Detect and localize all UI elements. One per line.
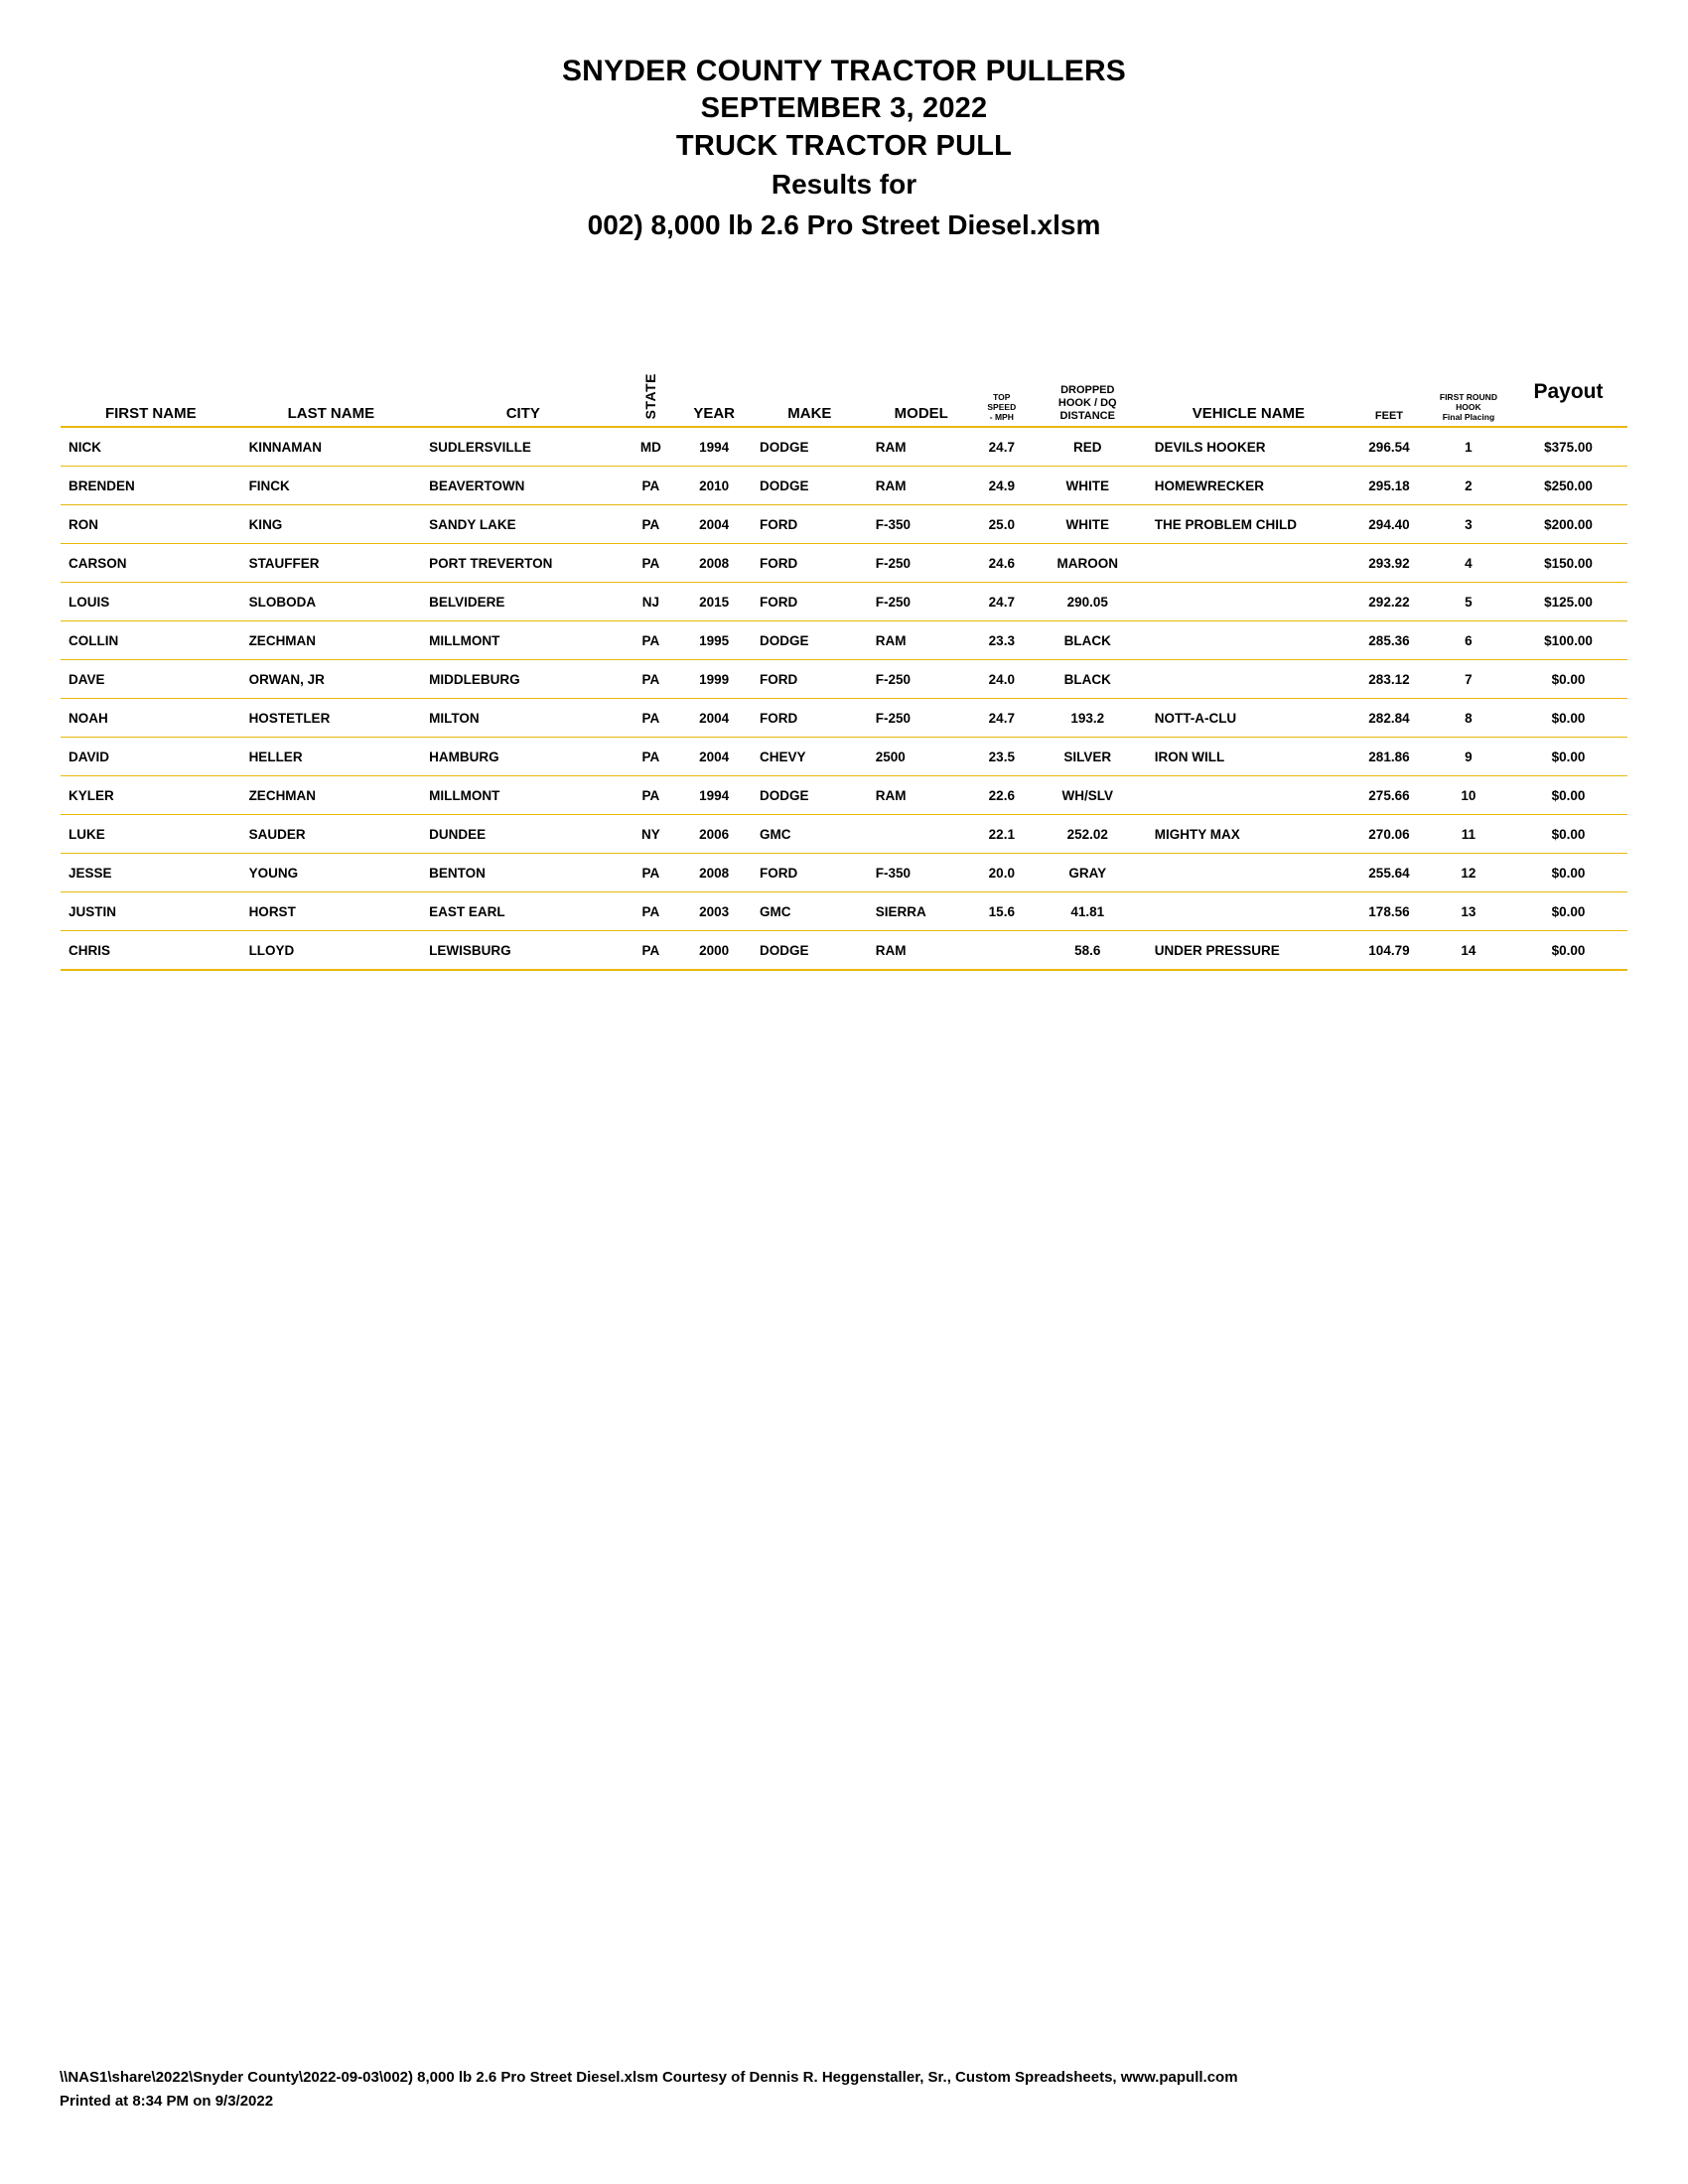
cell-year: 2004 bbox=[676, 738, 752, 776]
cell-first-name: JESSE bbox=[61, 854, 241, 892]
cell-payout: $375.00 bbox=[1509, 427, 1627, 467]
cell-state: MD bbox=[625, 427, 676, 467]
results-table bbox=[61, 360, 1627, 971]
cell-last-name: ZECHMAN bbox=[241, 776, 422, 815]
results-for-label: Results for bbox=[771, 169, 917, 201]
cell-payout: $0.00 bbox=[1509, 776, 1627, 815]
table-row bbox=[61, 467, 1627, 505]
cell-model: RAM bbox=[868, 931, 975, 971]
cell-state: PA bbox=[625, 660, 676, 699]
cell-make: FORD bbox=[752, 854, 868, 892]
cell-city: PORT TREVERTON bbox=[421, 544, 625, 583]
cell-city: MIDDLEBURG bbox=[421, 660, 625, 699]
cell-state: PA bbox=[625, 738, 676, 776]
footer-path: \\NAS1\share\2022\Snyder County\2022-09-03\002) 8,000 lb 2.6 Pro Street Diesel.xlsm Courtesy of Dennis R. Heggenstaller, Sr., Custom Spreadsheets, www.papull.com bbox=[60, 2068, 1238, 2086]
cell-city: MILLMONT bbox=[421, 621, 625, 660]
cell-last-name: FINCK bbox=[241, 467, 422, 505]
cell-first-name: COLLIN bbox=[61, 621, 241, 660]
cell-dropped-hook: 290.05 bbox=[1029, 583, 1147, 621]
cell-first-name: CHRIS bbox=[61, 931, 241, 971]
document-header bbox=[60, 52, 1628, 243]
cell-make: GMC bbox=[752, 815, 868, 854]
cell-payout: $100.00 bbox=[1509, 621, 1627, 660]
column-header-year: YEAR bbox=[676, 360, 752, 427]
cell-city: MILTON bbox=[421, 699, 625, 738]
placing-line-3: Final Placing bbox=[1442, 411, 1495, 422]
cell-state: PA bbox=[625, 467, 676, 505]
cell-model: F-250 bbox=[868, 544, 975, 583]
column-header-feet: FEET bbox=[1350, 360, 1428, 427]
cell-vehicle-name bbox=[1147, 776, 1350, 815]
event-date: SEPTEMBER 3, 2022 bbox=[700, 92, 988, 124]
cell-placing: 13 bbox=[1428, 892, 1509, 931]
cell-make: DODGE bbox=[752, 621, 868, 660]
cell-year: 2000 bbox=[676, 931, 752, 971]
top-speed-line-3: - MPH bbox=[989, 411, 1014, 422]
cell-top-speed bbox=[975, 931, 1029, 971]
table-row bbox=[61, 505, 1627, 544]
cell-top-speed: 24.6 bbox=[975, 544, 1029, 583]
cell-dropped-hook: WH/SLV bbox=[1029, 776, 1147, 815]
cell-year: 1994 bbox=[676, 427, 752, 467]
cell-placing: 6 bbox=[1428, 621, 1509, 660]
cell-model: 2500 bbox=[868, 738, 975, 776]
cell-feet: 283.12 bbox=[1350, 660, 1428, 699]
cell-dropped-hook: WHITE bbox=[1029, 505, 1147, 544]
cell-state: PA bbox=[625, 854, 676, 892]
footer-printed: Printed at 8:34 PM on 9/3/2022 bbox=[60, 2093, 274, 2111]
cell-placing: 1 bbox=[1428, 427, 1509, 467]
cell-feet: 285.36 bbox=[1350, 621, 1428, 660]
cell-payout: $0.00 bbox=[1509, 854, 1627, 892]
table-row bbox=[61, 776, 1627, 815]
cell-placing: 7 bbox=[1428, 660, 1509, 699]
cell-payout: $150.00 bbox=[1509, 544, 1627, 583]
cell-payout: $200.00 bbox=[1509, 505, 1627, 544]
cell-placing: 14 bbox=[1428, 931, 1509, 971]
cell-model: F-250 bbox=[868, 583, 975, 621]
table-row bbox=[61, 544, 1627, 583]
cell-last-name: HOSTETLER bbox=[241, 699, 422, 738]
cell-make: DODGE bbox=[752, 931, 868, 971]
cell-placing: 8 bbox=[1428, 699, 1509, 738]
cell-city: SANDY LAKE bbox=[421, 505, 625, 544]
class-file-name: 002) 8,000 lb 2.6 Pro Street Diesel.xlsm bbox=[587, 208, 1101, 240]
cell-make: DODGE bbox=[752, 467, 868, 505]
cell-feet: 282.84 bbox=[1350, 699, 1428, 738]
cell-first-name: LUKE bbox=[61, 815, 241, 854]
cell-state: PA bbox=[625, 621, 676, 660]
cell-city: LEWISBURG bbox=[421, 931, 625, 971]
cell-city: BEAVERTOWN bbox=[421, 467, 625, 505]
cell-top-speed: 24.7 bbox=[975, 583, 1029, 621]
cell-city: HAMBURG bbox=[421, 738, 625, 776]
column-header-dropped-hook bbox=[1029, 360, 1147, 427]
cell-make: FORD bbox=[752, 583, 868, 621]
cell-vehicle-name: NOTT-A-CLU bbox=[1147, 699, 1350, 738]
cell-model: RAM bbox=[868, 776, 975, 815]
cell-top-speed: 15.6 bbox=[975, 892, 1029, 931]
top-speed-line-2: SPEED bbox=[987, 401, 1017, 412]
cell-model: F-250 bbox=[868, 699, 975, 738]
document-footer bbox=[60, 2066, 1238, 2116]
cell-top-speed: 24.9 bbox=[975, 467, 1029, 505]
cell-state: PA bbox=[625, 505, 676, 544]
cell-state: NJ bbox=[625, 583, 676, 621]
cell-top-speed: 25.0 bbox=[975, 505, 1029, 544]
cell-last-name: ORWAN, JR bbox=[241, 660, 422, 699]
cell-dropped-hook: RED bbox=[1029, 427, 1147, 467]
cell-last-name: YOUNG bbox=[241, 854, 422, 892]
cell-city: BELVIDERE bbox=[421, 583, 625, 621]
cell-top-speed: 23.3 bbox=[975, 621, 1029, 660]
cell-feet: 178.56 bbox=[1350, 892, 1428, 931]
cell-make: CHEVY bbox=[752, 738, 868, 776]
table-row bbox=[61, 699, 1627, 738]
cell-last-name: LLOYD bbox=[241, 931, 422, 971]
cell-placing: 11 bbox=[1428, 815, 1509, 854]
column-header-placing bbox=[1428, 360, 1509, 427]
table-row bbox=[61, 854, 1627, 892]
cell-last-name: SLOBODA bbox=[241, 583, 422, 621]
table-row bbox=[61, 892, 1627, 931]
cell-vehicle-name bbox=[1147, 660, 1350, 699]
cell-city: SUDLERSVILLE bbox=[421, 427, 625, 467]
cell-first-name: NOAH bbox=[61, 699, 241, 738]
cell-dropped-hook: BLACK bbox=[1029, 660, 1147, 699]
cell-make: GMC bbox=[752, 892, 868, 931]
cell-dropped-hook: GRAY bbox=[1029, 854, 1147, 892]
cell-feet: 295.18 bbox=[1350, 467, 1428, 505]
cell-payout: $125.00 bbox=[1509, 583, 1627, 621]
cell-top-speed: 23.5 bbox=[975, 738, 1029, 776]
cell-make: DODGE bbox=[752, 776, 868, 815]
cell-model bbox=[868, 815, 975, 854]
column-header-vehicle-name: VEHICLE NAME bbox=[1147, 360, 1350, 427]
cell-feet: 296.54 bbox=[1350, 427, 1428, 467]
cell-feet: 275.66 bbox=[1350, 776, 1428, 815]
cell-top-speed: 24.0 bbox=[975, 660, 1029, 699]
cell-vehicle-name: UNDER PRESSURE bbox=[1147, 931, 1350, 971]
cell-make: FORD bbox=[752, 699, 868, 738]
cell-dropped-hook: BLACK bbox=[1029, 621, 1147, 660]
cell-year: 2003 bbox=[676, 892, 752, 931]
cell-dropped-hook: 252.02 bbox=[1029, 815, 1147, 854]
cell-dropped-hook: 41.81 bbox=[1029, 892, 1147, 931]
cell-state: PA bbox=[625, 776, 676, 815]
column-header-city: CITY bbox=[421, 360, 625, 427]
placing-line-1: FIRST ROUND bbox=[1439, 391, 1497, 402]
table-row bbox=[61, 738, 1627, 776]
cell-last-name: ZECHMAN bbox=[241, 621, 422, 660]
cell-top-speed: 22.6 bbox=[975, 776, 1029, 815]
cell-vehicle-name: MIGHTY MAX bbox=[1147, 815, 1350, 854]
table-row bbox=[61, 931, 1627, 971]
cell-feet: 104.79 bbox=[1350, 931, 1428, 971]
table-row bbox=[61, 427, 1627, 467]
column-header-model: MODEL bbox=[868, 360, 975, 427]
cell-dropped-hook: SILVER bbox=[1029, 738, 1147, 776]
cell-placing: 5 bbox=[1428, 583, 1509, 621]
dropped-hook-line-2: HOOK / DQ bbox=[1057, 396, 1117, 409]
cell-first-name: JUSTIN bbox=[61, 892, 241, 931]
event-title: TRUCK TRACTOR PULL bbox=[675, 129, 1013, 162]
cell-last-name: KINNAMAN bbox=[241, 427, 422, 467]
cell-year: 2006 bbox=[676, 815, 752, 854]
cell-city: EAST EARL bbox=[421, 892, 625, 931]
cell-make: FORD bbox=[752, 660, 868, 699]
cell-top-speed: 24.7 bbox=[975, 699, 1029, 738]
top-speed-line-1: TOP bbox=[993, 391, 1011, 402]
cell-first-name: DAVE bbox=[61, 660, 241, 699]
cell-year: 2004 bbox=[676, 505, 752, 544]
table-header-row bbox=[61, 360, 1627, 427]
results-table-body bbox=[61, 427, 1627, 970]
cell-state: PA bbox=[625, 544, 676, 583]
cell-first-name: NICK bbox=[61, 427, 241, 467]
cell-year: 1995 bbox=[676, 621, 752, 660]
dropped-hook-line-3: DISTANCE bbox=[1059, 409, 1115, 422]
cell-top-speed: 20.0 bbox=[975, 854, 1029, 892]
cell-year: 2008 bbox=[676, 854, 752, 892]
cell-last-name: KING bbox=[241, 505, 422, 544]
cell-vehicle-name bbox=[1147, 583, 1350, 621]
table-row bbox=[61, 583, 1627, 621]
cell-last-name: HORST bbox=[241, 892, 422, 931]
cell-model: RAM bbox=[868, 467, 975, 505]
cell-year: 1999 bbox=[676, 660, 752, 699]
cell-dropped-hook: 193.2 bbox=[1029, 699, 1147, 738]
cell-state: PA bbox=[625, 892, 676, 931]
cell-vehicle-name bbox=[1147, 621, 1350, 660]
cell-placing: 3 bbox=[1428, 505, 1509, 544]
table-row bbox=[61, 621, 1627, 660]
cell-payout: $0.00 bbox=[1509, 931, 1627, 971]
column-header-last-name: LAST NAME bbox=[241, 360, 422, 427]
column-header-state bbox=[625, 360, 676, 427]
cell-year: 2008 bbox=[676, 544, 752, 583]
cell-model: F-350 bbox=[868, 854, 975, 892]
cell-city: MILLMONT bbox=[421, 776, 625, 815]
cell-make: FORD bbox=[752, 544, 868, 583]
cell-dropped-hook: MAROON bbox=[1029, 544, 1147, 583]
cell-year: 2004 bbox=[676, 699, 752, 738]
column-header-payout: Payout bbox=[1509, 360, 1627, 427]
cell-last-name: SAUDER bbox=[241, 815, 422, 854]
cell-feet: 255.64 bbox=[1350, 854, 1428, 892]
cell-feet: 294.40 bbox=[1350, 505, 1428, 544]
cell-feet: 270.06 bbox=[1350, 815, 1428, 854]
column-header-first-name: FIRST NAME bbox=[61, 360, 241, 427]
cell-placing: 4 bbox=[1428, 544, 1509, 583]
cell-placing: 2 bbox=[1428, 467, 1509, 505]
cell-vehicle-name: HOMEWRECKER bbox=[1147, 467, 1350, 505]
cell-model: RAM bbox=[868, 427, 975, 467]
cell-first-name: RON bbox=[61, 505, 241, 544]
cell-payout: $0.00 bbox=[1509, 699, 1627, 738]
cell-vehicle-name bbox=[1147, 544, 1350, 583]
cell-payout: $250.00 bbox=[1509, 467, 1627, 505]
cell-first-name: BRENDEN bbox=[61, 467, 241, 505]
cell-top-speed: 22.1 bbox=[975, 815, 1029, 854]
cell-feet: 293.92 bbox=[1350, 544, 1428, 583]
cell-vehicle-name: IRON WILL bbox=[1147, 738, 1350, 776]
cell-model: RAM bbox=[868, 621, 975, 660]
cell-first-name: DAVID bbox=[61, 738, 241, 776]
column-header-top-speed bbox=[975, 360, 1029, 427]
cell-state: PA bbox=[625, 931, 676, 971]
cell-vehicle-name bbox=[1147, 892, 1350, 931]
cell-placing: 10 bbox=[1428, 776, 1509, 815]
table-row bbox=[61, 815, 1627, 854]
cell-first-name: CARSON bbox=[61, 544, 241, 583]
cell-vehicle-name: THE PROBLEM CHILD bbox=[1147, 505, 1350, 544]
results-table-container bbox=[60, 360, 1628, 971]
cell-model: F-350 bbox=[868, 505, 975, 544]
cell-placing: 12 bbox=[1428, 854, 1509, 892]
cell-year: 2010 bbox=[676, 467, 752, 505]
cell-feet: 292.22 bbox=[1350, 583, 1428, 621]
cell-vehicle-name: DEVILS HOOKER bbox=[1147, 427, 1350, 467]
cell-payout: $0.00 bbox=[1509, 660, 1627, 699]
cell-payout: $0.00 bbox=[1509, 815, 1627, 854]
cell-city: BENTON bbox=[421, 854, 625, 892]
cell-placing: 9 bbox=[1428, 738, 1509, 776]
column-header-make: MAKE bbox=[752, 360, 868, 427]
cell-feet: 281.86 bbox=[1350, 738, 1428, 776]
cell-top-speed: 24.7 bbox=[975, 427, 1029, 467]
cell-year: 2015 bbox=[676, 583, 752, 621]
cell-payout: $0.00 bbox=[1509, 738, 1627, 776]
cell-city: DUNDEE bbox=[421, 815, 625, 854]
cell-last-name: STAUFFER bbox=[241, 544, 422, 583]
cell-model: SIERRA bbox=[868, 892, 975, 931]
cell-vehicle-name bbox=[1147, 854, 1350, 892]
cell-make: FORD bbox=[752, 505, 868, 544]
cell-dropped-hook: 58.6 bbox=[1029, 931, 1147, 971]
cell-dropped-hook: WHITE bbox=[1029, 467, 1147, 505]
placing-line-2: HOOK bbox=[1456, 401, 1481, 412]
dropped-hook-line-1: DROPPED bbox=[1060, 384, 1115, 397]
cell-first-name: LOUIS bbox=[61, 583, 241, 621]
cell-state: NY bbox=[625, 815, 676, 854]
cell-payout: $0.00 bbox=[1509, 892, 1627, 931]
cell-last-name: HELLER bbox=[241, 738, 422, 776]
cell-model: F-250 bbox=[868, 660, 975, 699]
cell-state: PA bbox=[625, 699, 676, 738]
cell-year: 1994 bbox=[676, 776, 752, 815]
table-row bbox=[61, 660, 1627, 699]
column-header-state-text: STATE bbox=[642, 372, 659, 420]
cell-make: DODGE bbox=[752, 427, 868, 467]
organization-title: SNYDER COUNTY TRACTOR PULLERS bbox=[561, 55, 1127, 87]
cell-first-name: KYLER bbox=[61, 776, 241, 815]
